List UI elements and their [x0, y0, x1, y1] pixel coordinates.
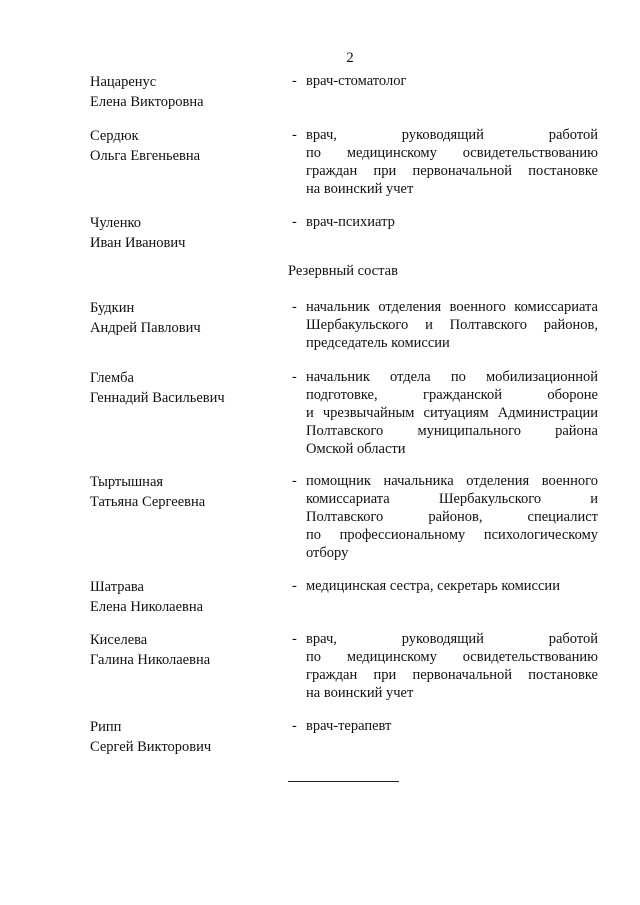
- role-line: отбору: [306, 545, 349, 561]
- member-role: [306, 213, 598, 231]
- role-line: граждан при первоначальной постановке: [306, 163, 598, 179]
- member-given-name: Елена Николаевна: [90, 599, 204, 615]
- member-surname: Глемба: [90, 370, 134, 386]
- member-surname: Сердюк: [90, 128, 139, 144]
- role-line: на воинский учет: [306, 685, 414, 701]
- role-line: и чрезвычайным ситуациям Администрации: [306, 405, 598, 421]
- member-name: [90, 298, 280, 338]
- member-given-name: Андрей Павлович: [90, 320, 201, 336]
- member-name: [90, 577, 280, 617]
- role-line: врач-психиатр: [306, 214, 395, 230]
- list-dash: -: [292, 718, 297, 734]
- list-dash: -: [292, 578, 297, 594]
- list-dash: -: [292, 369, 297, 385]
- member-role: [306, 368, 598, 458]
- member-role: [306, 577, 598, 595]
- role-line: врач, руководящий работой: [306, 127, 598, 143]
- member-name: [90, 472, 280, 512]
- role-line: по медицинскому освидетельствованию: [306, 145, 598, 161]
- role-line: подготовке, гражданской обороне: [306, 387, 598, 403]
- member-given-name: Иван Иванович: [90, 235, 186, 251]
- reserve-section-heading: Резервный состав: [288, 263, 398, 279]
- member-given-name: Татьяна Сергеевна: [90, 494, 206, 510]
- member-surname: Шатрава: [90, 579, 144, 595]
- member-role: [306, 298, 598, 352]
- member-name: [90, 630, 280, 670]
- role-line: начальник отделения военного комиссариата: [306, 299, 598, 315]
- role-line: врач-терапевт: [306, 718, 392, 734]
- role-line: комиссариата Шербакульского и: [306, 491, 598, 507]
- role-line: на воинский учет: [306, 181, 414, 197]
- end-of-list-rule: [288, 781, 399, 782]
- list-dash: -: [292, 127, 297, 143]
- role-line: врач-стоматолог: [306, 73, 407, 89]
- member-given-name: Елена Викторовна: [90, 94, 204, 110]
- role-line: Полтавского районов, специалист: [306, 509, 598, 525]
- member-surname: Тыртышная: [90, 474, 164, 490]
- role-line: врач, руководящий работой: [306, 631, 598, 647]
- list-dash: -: [292, 631, 297, 647]
- member-given-name: Геннадий Васильевич: [90, 390, 225, 406]
- member-surname: Рипп: [90, 719, 122, 735]
- list-dash: -: [292, 214, 297, 230]
- role-line: начальник отдела по мобилизационной: [306, 369, 598, 385]
- role-line: помощник начальника отделения военного: [306, 473, 598, 489]
- member-given-name: Сергей Викторович: [90, 739, 212, 755]
- role-line: медицинская сестра, секретарь комиссии: [306, 578, 560, 594]
- member-name: [90, 72, 280, 112]
- list-dash: -: [292, 473, 297, 489]
- role-line: по профессиональному психологическому: [306, 527, 598, 543]
- role-line: граждан при первоначальной постановке: [306, 667, 598, 683]
- member-role: [306, 126, 598, 198]
- member-surname: Чуленко: [90, 215, 142, 231]
- member-role: [306, 72, 598, 90]
- role-line: Омской области: [306, 441, 406, 457]
- role-line: по медицинскому освидетельствованию: [306, 649, 598, 665]
- role-line: Полтавского муниципального района: [306, 423, 598, 439]
- member-given-name: Ольга Евгеньевна: [90, 148, 201, 164]
- member-name: [90, 213, 280, 253]
- member-name: [90, 368, 280, 408]
- role-line: Шербакульского и Полтавского районов,: [306, 317, 598, 333]
- list-dash: -: [292, 73, 297, 89]
- member-name: [90, 126, 280, 166]
- member-role: [306, 630, 598, 702]
- page-number: 2: [346, 50, 354, 66]
- list-dash: -: [292, 299, 297, 315]
- member-role: [306, 472, 598, 562]
- member-given-name: Галина Николаевна: [90, 652, 211, 668]
- member-role: [306, 717, 598, 735]
- member-surname: Киселева: [90, 632, 148, 648]
- member-surname: Будкин: [90, 300, 135, 316]
- member-surname: Нацаренус: [90, 74, 157, 90]
- member-name: [90, 717, 280, 757]
- role-line: председатель комиссии: [306, 335, 450, 351]
